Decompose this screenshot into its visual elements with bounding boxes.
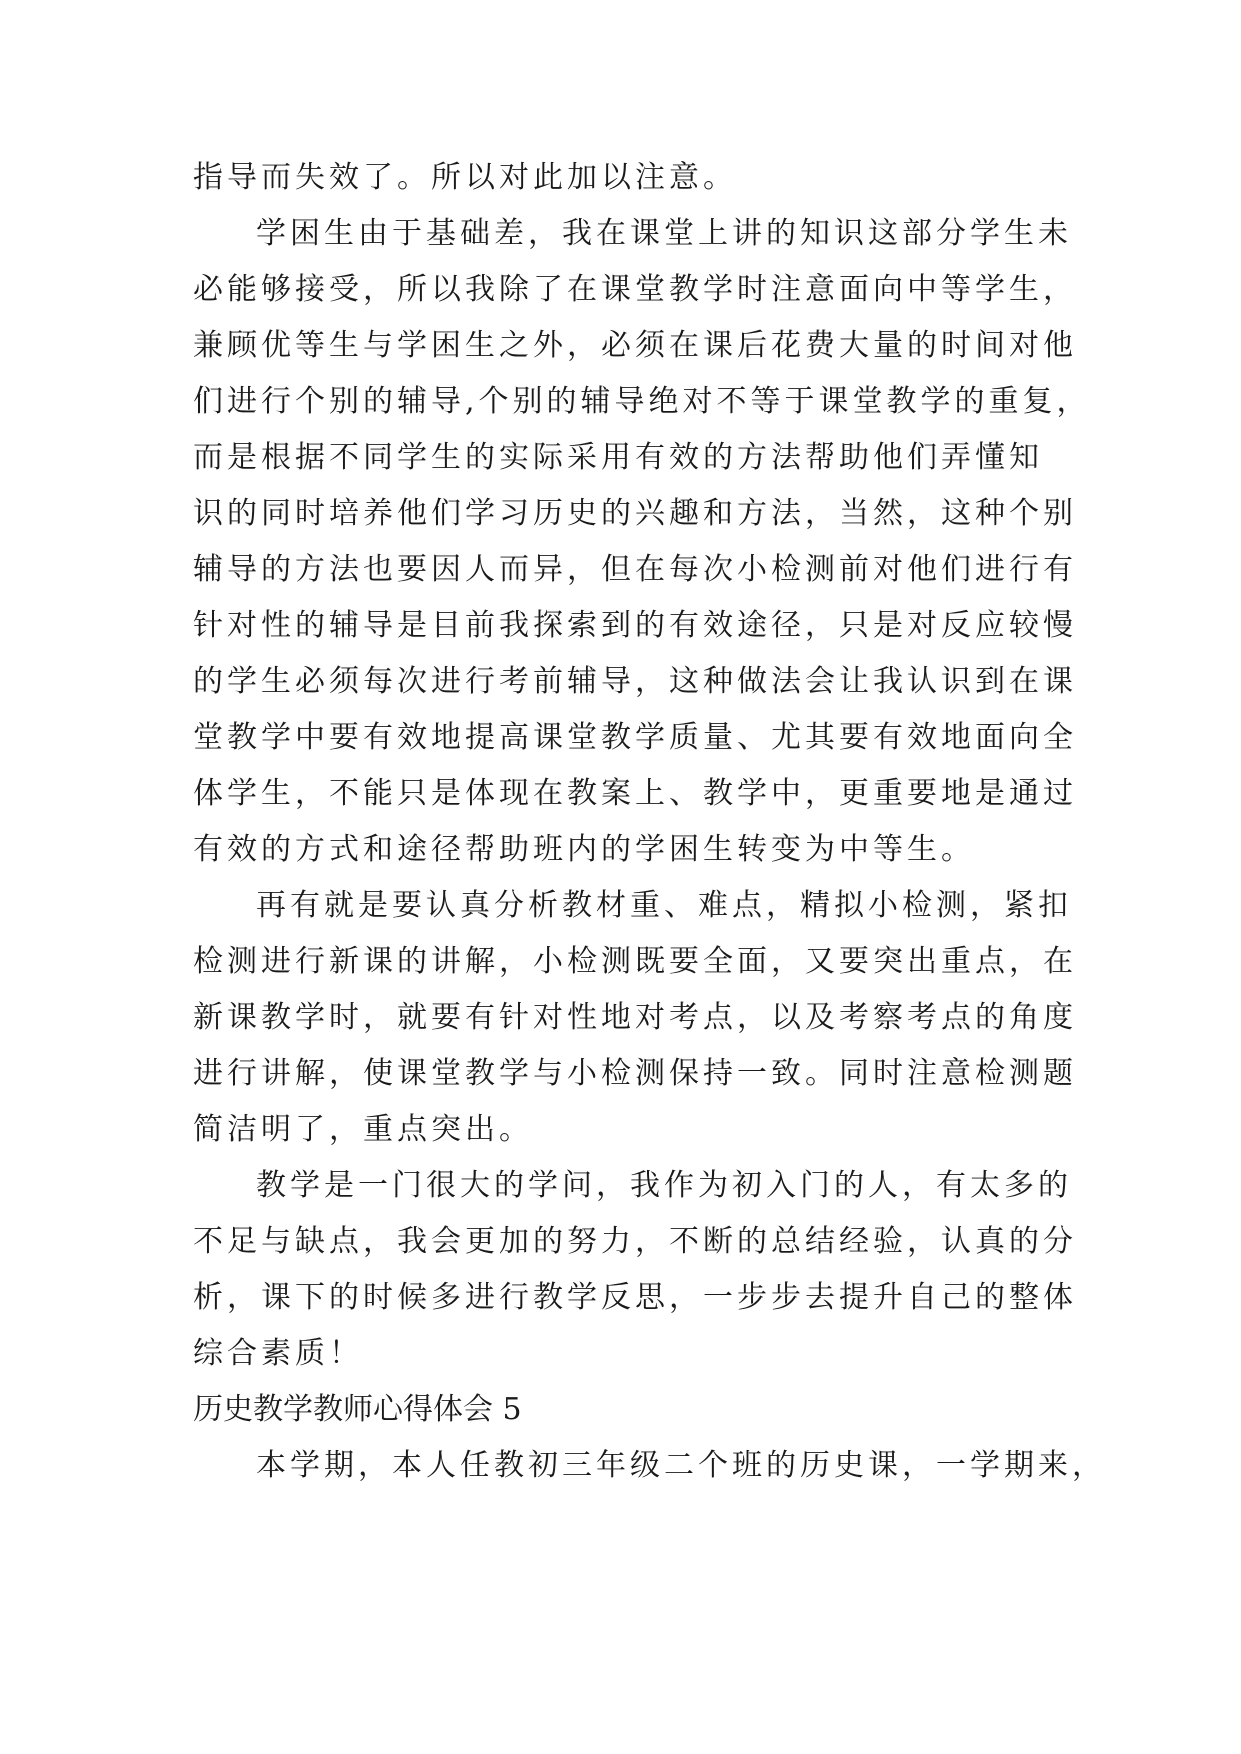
text-line: 指导而失效了。所以对此加以注意。 [193,160,737,195]
paragraph-start: 再有就是要认真分析教材重、难点，精拟小检测，紧扣 [256,888,1072,923]
text-line: 体学生，不能只是体现在教案上、教学中，更重要地是通过 [193,776,1077,811]
text-line: 的学生必须每次进行考前辅导，这种做法会让我认识到在课 [193,664,1077,699]
text-line: 综合素质！ [193,1336,363,1371]
paragraph-start: 本学期，本人任教初三年级二个班的历史课，一学期来， [256,1448,1106,1483]
text-line: 新课教学时，就要有针对性地对考点，以及考察考点的角度 [193,1000,1077,1035]
text-line: 们进行个别的辅导,个别的辅导绝对不等于课堂教学的重复， [193,384,1091,419]
text-line: 必能够接受，所以我除了在课堂教学时注意面向中等学生， [193,272,1077,307]
text-line: 兼顾优等生与学困生之外，必须在课后花费大量的时间对他 [193,328,1077,363]
text-line: 不足与缺点，我会更加的努力，不断的总结经验，认真的分 [193,1224,1077,1259]
paragraph-start: 教学是一门很大的学问，我作为初入门的人，有太多的 [256,1168,1072,1203]
text-line: 有效的方式和途径帮助班内的学困生转变为中等生。 [193,832,975,867]
text-line: 识的同时培养他们学习历史的兴趣和方法，当然，这种个别 [193,496,1077,531]
text-line: 辅导的方法也要因人而异，但在每次小检测前对他们进行有 [193,552,1077,587]
text-line: 进行讲解，使课堂教学与小检测保持一致。同时注意检测题 [193,1056,1077,1091]
text-line: 析，课下的时候多进行教学反思，一步步去提升自己的整体 [193,1280,1077,1315]
text-line: 简洁明了，重点突出。 [193,1112,533,1147]
text-line: 而是根据不同学生的实际采用有效的方法帮助他们弄懂知 [193,440,1043,475]
text-line: 检测进行新课的讲解，小检测既要全面，又要突出重点，在 [193,944,1077,979]
paragraph-start: 学困生由于基础差，我在课堂上讲的知识这部分学生未 [256,216,1072,251]
text-line: 堂教学中要有效地提高课堂教学质量、尤其要有效地面向全 [193,720,1077,755]
text-line: 针对性的辅导是目前我探索到的有效途径，只是对反应较慢 [193,608,1077,643]
section-heading: 历史教学教师心得体会 5 [193,1392,522,1427]
